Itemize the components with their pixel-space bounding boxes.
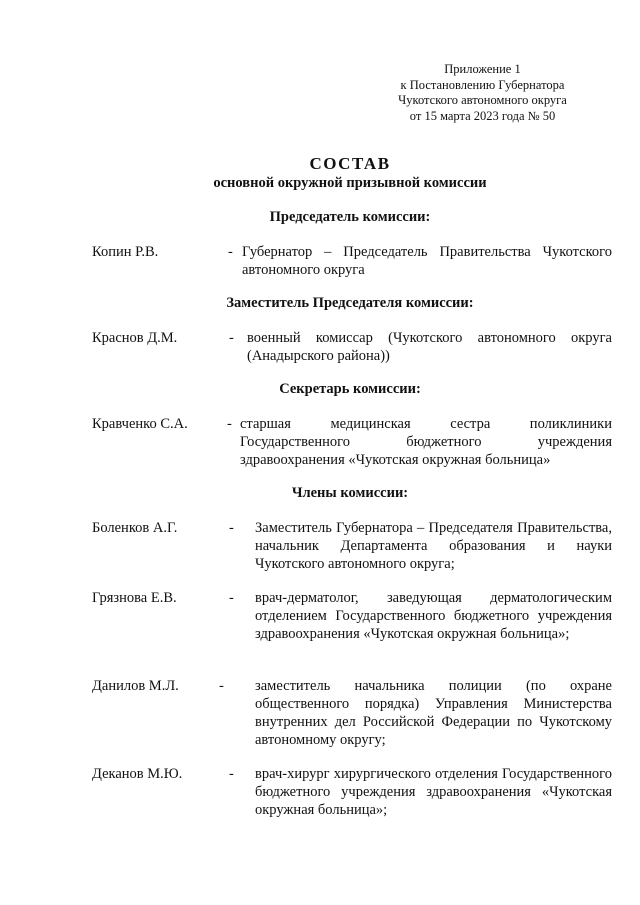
document-title (90, 154, 610, 192)
member-name: Кравченко С.А. (92, 416, 188, 432)
member-dash: - (219, 678, 224, 694)
member-dash: - (228, 244, 233, 260)
member-dash: - (229, 590, 234, 606)
member-dash: - (229, 330, 234, 346)
heading-members: Члены комиссии: (291, 485, 409, 501)
member-position: врач-дерматолог, заведующая дерматологическим отделением Государственного бюджетного учреждения здравоохранения «Чукотская окружная больница»; (255, 590, 612, 642)
member-position: Заместитель Губернатора – Председателя Правительства, начальник Департамента образования и науки Чукотского автономного округа; (255, 520, 612, 572)
member-position: старшая медицинская сестра поликлиники Государственного бюджетного учреждения здравоохранения «Чукотская окружная больница» (240, 416, 612, 468)
member-name: Краснов Д.М. (92, 330, 178, 346)
member-position: Губернатор – Председатель Правительства Чукотского автономного округа (242, 244, 612, 278)
member-dash: - (229, 766, 234, 782)
appendix-line-3: Чукотского автономного округа (398, 93, 567, 107)
member-name: Деканов М.Ю. (92, 766, 183, 782)
title-subtitle: основной окружной призывной комиссии (213, 175, 487, 191)
appendix-block (340, 62, 625, 124)
title-main: СОСТАВ (309, 154, 391, 173)
appendix-line-4: от 15 марта 2023 года № 50 (409, 108, 556, 123)
heading-secretary: Секретарь комиссии: (279, 381, 421, 397)
heading-deputy: Заместитель Председателя комиссии: (226, 295, 474, 311)
appendix-line-1: Приложение 1 (444, 62, 521, 76)
member-position: врач-хирург хирургического отделения Государственного бюджетного учреждения здравоохранения «Чукотская окружная больница»; (255, 766, 612, 818)
member-dash: - (227, 416, 232, 432)
member-name: Данилов М.Л. (92, 678, 179, 694)
member-position: военный комиссар (Чукотского автономного округа (Анадырского района)) (247, 330, 612, 364)
member-position: заместитель начальника полиции (по охране общественного порядка) Управления Министерства внутренних дел Российской Федерации по Чукотскому автономному округу; (255, 678, 612, 748)
member-name: Копин Р.В. (92, 244, 159, 260)
heading-chairman: Председатель комиссии: (269, 209, 431, 225)
member-name: Боленков А.Г. (92, 520, 178, 536)
member-dash: - (229, 520, 234, 536)
member-name: Грязнова Е.В. (92, 590, 177, 606)
appendix-line-2: к Постановлению Губернатора (400, 77, 565, 92)
